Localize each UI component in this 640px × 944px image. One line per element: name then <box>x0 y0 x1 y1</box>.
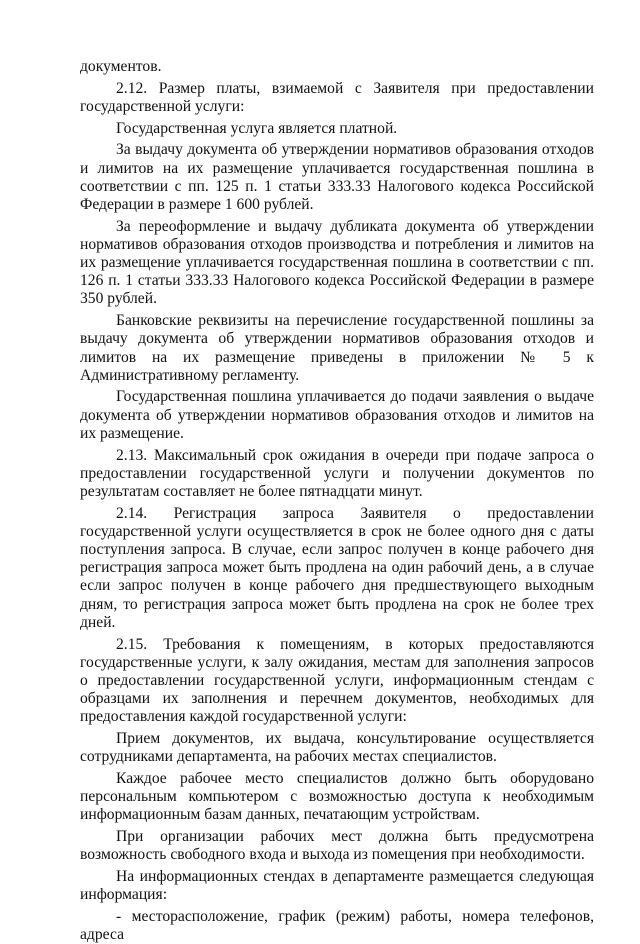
paragraph-fee-timing: Государственная пошлина уплачивается до подачи заявления о выдаче документа об утверждении нормативов образования отходов и лимитов на их размещение. <box>80 388 594 442</box>
paragraph-2-13: 2.13. Максимальный срок ожидания в очереди при подаче запроса о предоставлении государственной услуги и получении документов по результатам составляет не более пятнадцати минут. <box>80 446 594 500</box>
paragraph-fee-issue: За выдачу документа об утверждении нормативов образования отходов и лимитов на их размещение уплачивается государственная пошлина в соответствии с пп. 125 п. 1 статьи 333.33 Налогового кодекса Российской Федерации в размере 1 600 рублей. <box>80 141 594 213</box>
paragraph-2-12: 2.12. Размер платы, взимаемой с Заявителя при предоставлении государственной услуги: <box>80 79 594 115</box>
paragraph-workplace: Каждое рабочее место специалистов должно быть оборудовано персональным компьютером с возможностью доступа к необходимым информационным базам данных, печатающим устройствам. <box>80 770 594 824</box>
paragraph-bank-details: Банковские реквизиты на перечисление государственной пошлины за выдачу документа об утверждении нормативов образования отходов и лимитов на их размещение приведены в приложении № 5 к Административному регламенту. <box>80 312 594 384</box>
paragraph-paid-service: Государственная услуга является платной. <box>116 119 398 137</box>
paragraph-access: При организации рабочих мест должна быть предусмотрена возможность свободного входа и выхода из помещения при необходимости. <box>80 828 594 864</box>
paragraph-reception: Прием документов, их выдача, консультирование осуществляется сотрудниками департамента, на рабочих местах специалистов. <box>80 730 594 766</box>
paragraph-list-item: - месторасположение, график (режим) работы, номера телефонов, адреса <box>80 907 594 944</box>
paragraph-info-stands: На информационных стендах в департаменте размещается следующая информация: <box>80 868 594 904</box>
paragraph-fee-reissue: За переоформление и выдачу дубликата документа об утверждении нормативов образования отходов производства и потребления и лимитов на их размещение уплачивается государственная пошлина в соответствии с пп. 126 п. 1 статьи 333.33 Налогового кодекса Российской Федерации в размере 350 рублей. <box>80 217 594 308</box>
paragraph-2-14: 2.14. Регистрация запроса Заявителя о предоставлении государственной услуги осуществляется в срок не более одного дня с даты поступления запроса. В случае, если запрос получен в конце рабочего дня регистрация запроса может быть продлена на один рабочий день, а в случае если запрос получен в конце рабочего дня предшествующего выходным дням, то регистрация запроса может быть продлена на срок не более трех дней. <box>80 504 594 631</box>
paragraph-2-15: 2.15. Требования к помещениям, в которых предоставляются государственные услуги, к залу ожидания, местам для заполнения запросов о предоставлении государственной услуги, информационным стендам с образцами их заполнения и перечнем документов, необходимых для предоставления каждой государственной услуги: <box>80 635 594 726</box>
paragraph-continuation: документов. <box>80 58 162 75</box>
